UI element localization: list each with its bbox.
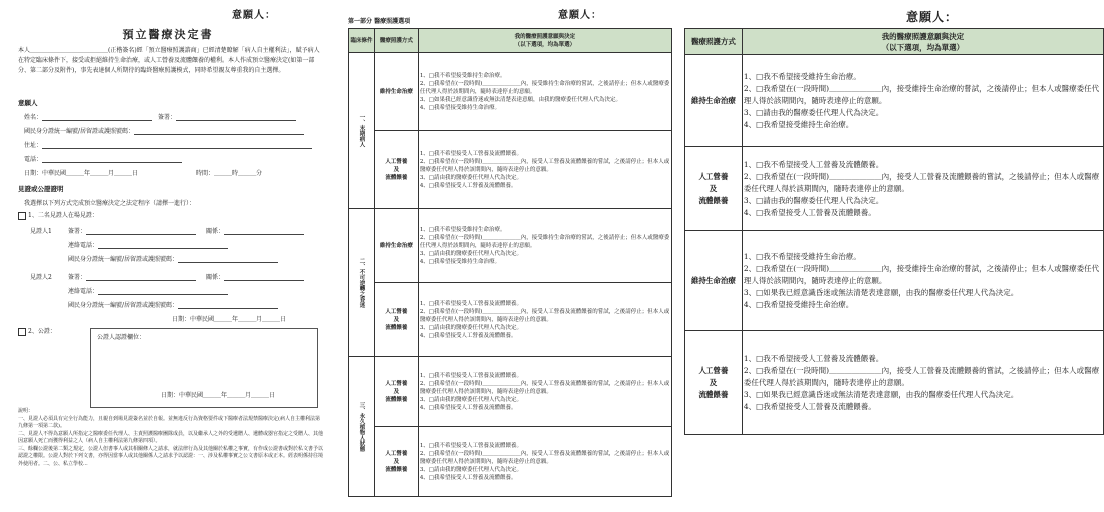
- option-item[interactable]: 2、□我希望在(一段時間)＿＿＿＿＿＿＿內，接受維持生命治療的嘗試，之後請停止；但本人或醫療委任代理人得於該期間內，隨時表達停止的意願。: [419, 234, 670, 249]
- type-nutrition: 人工營養 及 流體餵養: [685, 331, 743, 435]
- option-item[interactable]: 4、□我希望接受人工營養及流體餵養。: [419, 182, 517, 189]
- options-nutrition: [418, 427, 671, 497]
- option-item[interactable]: 3、□請由我的醫療委任代理人代為決定。: [743, 195, 884, 205]
- options-life: [418, 53, 671, 131]
- witness1-id[interactable]: 國民身分證統一編號/居留證或護照號碼：: [68, 254, 278, 263]
- witness2-id[interactable]: 國民身分證統一編號/居留證或護照號碼：: [68, 300, 278, 309]
- options-nutrition: [742, 147, 1103, 231]
- option-item[interactable]: 1、□我不希望接受人工營養及流體餵養。: [419, 372, 523, 379]
- option-item[interactable]: 4、□我希望接受人工營養及流體餵養。: [419, 332, 517, 339]
- option-item[interactable]: 3、□請由我的醫療委任代理人代為決定。: [419, 396, 523, 403]
- signature-field[interactable]: 簽署：: [158, 112, 296, 121]
- witness1-phone[interactable]: 連絡電話：: [68, 240, 228, 249]
- witness2-relation[interactable]: 關係：: [206, 272, 304, 281]
- notary-seal-box[interactable]: [90, 328, 318, 408]
- option-item[interactable]: 3、□如果我已經意識昏迷或無法清楚表達意願，由我的醫療委任代理人代為決定。: [419, 96, 622, 103]
- type-nutrition: 人工營養 及 流體餵養: [374, 427, 418, 497]
- option-item[interactable]: 1、□我不希望接受維持生命治療。: [419, 226, 506, 233]
- notes-heading: 說明：: [18, 408, 34, 414]
- option-item[interactable]: 2、□我希望在(一段時間)＿＿＿＿＿＿＿內，接受維持生命治療的嘗試，之後請停止；但本人或醫療委任代理人得於該期間內，隨時表達停止的意願。: [743, 83, 1100, 105]
- page-title: 預立醫療決定書: [122, 28, 214, 41]
- col-condition: 臨床條件: [349, 29, 375, 53]
- signer-label: 意願人：: [558, 10, 602, 21]
- col-care-type: 醫療照護方式: [685, 29, 743, 55]
- signer-label: 意願人：: [906, 10, 959, 24]
- options-life: [742, 55, 1103, 147]
- option-item[interactable]: 2、□我希望在(一段時間)＿＿＿＿＿＿＿內，接受人工營養及流體餵養的嘗試，之後請停止；但本人或醫療委任代理人得於該期間內，隨時表達停止的意願。: [743, 171, 1100, 193]
- option-item[interactable]: 2、□我希望在(一段時間)＿＿＿＿＿＿＿內，接受人工營養及流體餵養的嘗試，之後請停止；但本人或醫療委任代理人得於該期間內，隨時表達停止的意願。: [419, 158, 670, 173]
- page-care-options: [338, 0, 680, 512]
- signer-heading: 意願人: [18, 99, 38, 107]
- option-item[interactable]: 1、□我不希望接受維持生命治療。: [419, 72, 506, 79]
- condition-coma: 二、不可逆轉之昏迷: [349, 209, 375, 357]
- option-item[interactable]: 1、□我不希望接受維持生命治療。: [743, 251, 861, 261]
- col-decision: 我的醫療照護意願與決定 （以下選項，均為單選）: [418, 29, 671, 53]
- note-item: 三、餘欄公證後第二類之規定，公證人但書事人或其相關條人之請求，就法律行為及其他關於私權之事實，有作成公證書或對於私文書予以認證之權限。公證人對於下列文書，亦得因當事人或其他關係人之請求予以認證：一、涉及私權事實之公文書原本或正本。經表明係持往境外使用者。二、公、私立學校...: [18, 445, 324, 467]
- condition-terminal: 一、末期病人: [349, 53, 375, 209]
- option-item[interactable]: 3、□請由我的醫療委任代理人代為決定。: [419, 174, 523, 181]
- witness-intro: 我選擇以下列方式完成預立醫療決定之法定程序（請擇一進行）：: [24, 200, 196, 207]
- condition-vegetative: 三、永久植物人狀態: [349, 357, 375, 497]
- option-notary[interactable]: 2、公證：: [18, 326, 56, 336]
- checkbox-icon[interactable]: [18, 212, 26, 220]
- type-nutrition: 人工營養 及 流體餵養: [374, 357, 418, 427]
- options-nutrition: [742, 331, 1103, 435]
- option-item[interactable]: 1、□我不希望接受維持生命治療。: [743, 71, 861, 81]
- option-item[interactable]: 4、□我希望接受維持生命治療。: [743, 119, 854, 129]
- witness2-label: 見證人2: [30, 274, 52, 281]
- intro-paragraph: 本人＿＿＿＿＿＿＿＿＿＿＿＿＿(正楷簽名)經「預立醫療照護諮商」已經清楚瞭解「病人自主權利法」，賦予病人在特定臨床條件下，接受或拒絕維持生命治療，或人工營養及流體餵養的權利。本人作成預立醫療決定(如第一部分、第二部分及附件)，事先表達個人所期待的臨終醫療照護模式，同時希望親友尊重我的自主選擇。: [18, 47, 320, 74]
- option-item[interactable]: 1、□我不希望接受人工營養及流體餵養。: [743, 353, 884, 363]
- option-item[interactable]: 3、□如果我已經意識昏迷或無法清楚表達意願，由我的醫療委任代理人代為決定。: [743, 389, 1019, 399]
- option-item[interactable]: 3、□請由我的醫療委任代理人代為決定。: [419, 250, 523, 257]
- witness1-relation[interactable]: 關係：: [206, 226, 304, 235]
- type-life-support: 維持生命治療: [685, 55, 743, 147]
- seal-date: 日期：中華民國＿＿＿年＿＿＿月＿＿＿日: [161, 392, 276, 399]
- options-nutrition: [418, 131, 671, 209]
- note-item: 二、見證人不得為意願人所指定之醫療委任代理人、主責照護醫療團隊成員，以及繼承人之外的受遺贈人、遺體或器官指定之受贈人、其他因意願人死亡而獲得利益之人（病人自主權利法第九條第四項）。: [18, 430, 324, 444]
- option-item[interactable]: 3、□請由我的醫療委任代理人代為決定。: [419, 466, 523, 473]
- care-table: [348, 28, 672, 497]
- page-directive-form: [0, 0, 336, 512]
- option-item[interactable]: 4、□我希望接受人工營養及流體餵養。: [743, 401, 876, 411]
- care-table-zoomed: [684, 28, 1104, 435]
- note-item: 一、見證人必須具有完全行為能力，且親自到場見證簽名並於自報。並無違反行為資格要件或下醫療者法規禁醫療決定(病人自主權利法第九條第一項第二款)。: [18, 415, 320, 429]
- options-nutrition: [418, 357, 671, 427]
- notes: [18, 408, 324, 468]
- col-care-type: 醫療照護方式: [374, 29, 418, 53]
- type-nutrition: 人工營養 及 流體餵養: [685, 147, 743, 231]
- date-field[interactable]: 日期：中華民國＿＿＿年＿＿＿月＿＿＿日: [24, 170, 139, 177]
- option-item[interactable]: 3、□請由我的醫療委任代理人代為決定。: [419, 324, 523, 331]
- option-item[interactable]: 4、□我希望接受維持生命治療。: [743, 299, 854, 309]
- option-item[interactable]: 2、□我希望在(一段時間)＿＿＿＿＿＿＿內，接受人工營養及流體餵養的嘗試，之後請停止；但本人或醫療委任代理人得於該期間內，隨時表達停止的意願。: [743, 365, 1100, 387]
- type-life-support: 維持生命治療: [374, 209, 418, 283]
- option-item[interactable]: 2、□我希望在(一段時間)＿＿＿＿＿＿＿內，接受人工營養及流體餵養的嘗試，之後請停止；但本人或醫療委任代理人得於該期間內，隨時表達停止的意願。: [419, 450, 670, 465]
- option-item[interactable]: 2、□我希望在(一段時間)＿＿＿＿＿＿＿內，接受人工營養及流體餵養的嘗試，之後請停止；但本人或醫療委任代理人得於該期間內，隨時表達停止的意願。: [419, 308, 670, 323]
- address-field[interactable]: 住址：: [24, 140, 312, 149]
- checkbox-icon[interactable]: [18, 328, 26, 336]
- type-life-support: 維持生命治療: [374, 53, 418, 131]
- phone-field[interactable]: 電話：: [24, 154, 182, 163]
- options-nutrition: [418, 283, 671, 357]
- page-care-options-zoomed: [684, 0, 1100, 512]
- option-item[interactable]: 4、□我希望接受人工營養及流體餵養。: [419, 474, 517, 481]
- type-nutrition: 人工營養 及 流體餵養: [374, 283, 418, 357]
- option-item[interactable]: 2、□我希望在(一段時間)＿＿＿＿＿＿＿內，接受維持生命治療的嘗試，之後請停止；但本人或醫療委任代理人得於該期間內，隨時表達停止的意願。: [419, 80, 670, 95]
- option-item[interactable]: 1、□我不希望接受人工營養及流體餵養。: [743, 159, 884, 169]
- option-item[interactable]: 4、□我希望接受維持生命治療。: [419, 258, 501, 265]
- col-decision: 我的醫療照護意願與決定 （以下選項，均為單選）: [742, 29, 1103, 55]
- seal-label: 公證人認證欄位：: [97, 334, 146, 341]
- witness2-sign[interactable]: 簽署：: [68, 272, 196, 281]
- option-witness[interactable]: 1、二名見證人在場見證：: [18, 210, 98, 220]
- options-life: [418, 209, 671, 283]
- witness-date[interactable]: 日期：中華民國＿＿＿年＿＿＿月＿＿＿日: [172, 316, 287, 323]
- option-item[interactable]: 4、□我希望接受人工營養及流體餵養。: [419, 404, 517, 411]
- part-title: 第一部分 醫療照護選項: [348, 18, 411, 25]
- signer-label: 意願人：: [232, 10, 276, 21]
- name-field[interactable]: 姓名：: [24, 112, 152, 121]
- witness1-sign[interactable]: 簽署：: [68, 226, 196, 235]
- id-number-field[interactable]: 國民身分證統一編號/居留證或護照號碼：: [24, 126, 304, 135]
- option-item[interactable]: 1、□我不希望接受人工營養及流體餵養。: [419, 300, 523, 307]
- option-item[interactable]: 2、□我希望在(一段時間)＿＿＿＿＿＿＿內，接受維持生命治療的嘗試，之後請停止；但本人或醫療委任代理人得於該期間內，隨時表達停止的意願。: [743, 263, 1100, 285]
- option-item[interactable]: 1、□我不希望接受人工營養及流體餵養。: [419, 150, 523, 157]
- witness1-label: 見證人1: [30, 228, 52, 235]
- option-item[interactable]: 2、□我希望在(一段時間)＿＿＿＿＿＿＿內，接受人工營養及流體餵養的嘗試，之後請停止；但本人或醫療委任代理人得於該期間內，隨時表達停止的意願。: [419, 380, 670, 395]
- option-item[interactable]: 3、□如果我已經意識昏迷或無法清楚表達意願，由我的醫療委任代理人代為決定。: [743, 287, 1019, 297]
- time-field[interactable]: 時間：＿＿＿時＿＿＿分: [196, 170, 263, 177]
- witness2-phone[interactable]: 連絡電話：: [68, 286, 228, 295]
- type-nutrition: 人工營養 及 流體餵養: [374, 131, 418, 209]
- option-item[interactable]: 4、□我希望接受人工營養及流體餵養。: [743, 207, 876, 217]
- type-life-support: 維持生命治療: [685, 231, 743, 331]
- option-item[interactable]: 1、□我不希望接受人工營養及流體餵養。: [419, 442, 523, 449]
- option-item[interactable]: 3、□請由我的醫療委任代理人代為決定。: [743, 107, 884, 117]
- option-item[interactable]: 4、□我希望接受維持生命治療。: [419, 104, 501, 111]
- witness-section-heading: 見證或公證證明: [18, 185, 64, 193]
- options-life: [742, 231, 1103, 331]
